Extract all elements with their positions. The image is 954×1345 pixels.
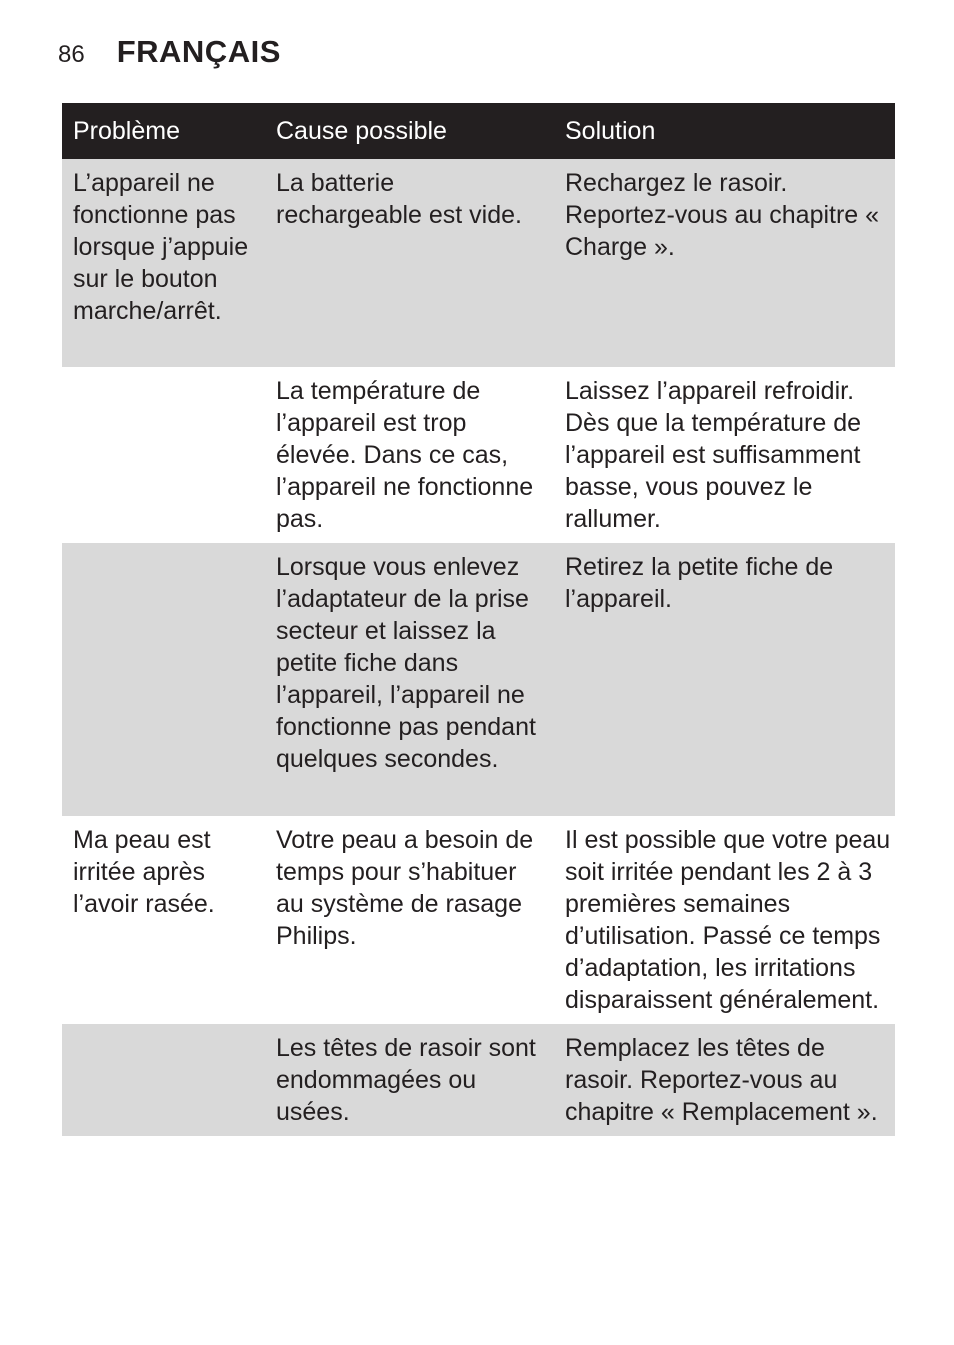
solution-cell: Retirez la petite fiche de l’appareil. xyxy=(565,553,834,613)
problem-cell: Ma peau est irritée après l’avoir rasée. xyxy=(73,826,215,918)
table-row xyxy=(62,159,895,367)
table-row xyxy=(62,543,895,816)
problem-cell xyxy=(62,1024,265,1136)
solution-cell: Remplacez les têtes de rasoir. Reportez-vous au chapitre « Remplacement ». xyxy=(565,1034,878,1126)
column-header-problem: Problème xyxy=(73,117,180,145)
cause-cell: La température de l’appareil est trop élevée. Dans ce cas, l’appareil ne fonctionne pas. xyxy=(276,377,534,533)
cause-cell: La batterie rechargeable est vide. xyxy=(276,169,522,229)
problem-cell: L’appareil ne fonctionne pas lorsque j’appuie sur le bouton marche/arrêt. xyxy=(73,169,249,325)
cause-cell: Lorsque vous enlevez l’adaptateur de la prise secteur et laissez la petite fiche dans l’appareil, l’appareil ne fonctionne pas pendant quelques secondes. xyxy=(276,553,536,773)
page-number: 86 xyxy=(58,41,85,68)
table-row xyxy=(62,367,895,543)
solution-cell: Il est possible que votre peau soit irritée pendant les 2 à 3 premières semaines d’utilisation. Passé ce temps d’adaptation, les irritations disparaissent généralement. xyxy=(565,826,891,1014)
page-header xyxy=(58,34,281,74)
solution-cell: Laissez l’appareil refroidir. Dès que la température de l’appareil est suffisamment basse, vous pouvez le rallumer. xyxy=(565,377,862,533)
cause-cell: Les têtes de rasoir sont endommagées ou usées. xyxy=(276,1034,536,1126)
column-header-cause: Cause possible xyxy=(276,117,447,145)
section-title: FRANÇAIS xyxy=(116,34,281,69)
problem-cell xyxy=(62,367,265,543)
solution-cell: Rechargez le rasoir. Reportez-vous au chapitre « Charge ». xyxy=(565,169,880,261)
troubleshooting-table xyxy=(62,103,895,1136)
table-row xyxy=(62,816,895,1024)
table-header-row xyxy=(62,103,895,159)
table-row xyxy=(62,1024,895,1136)
problem-cell xyxy=(62,543,265,816)
cause-cell: Votre peau a besoin de temps pour s’habituer au système de rasage Philips. xyxy=(276,826,534,950)
column-header-solution: Solution xyxy=(565,117,656,145)
